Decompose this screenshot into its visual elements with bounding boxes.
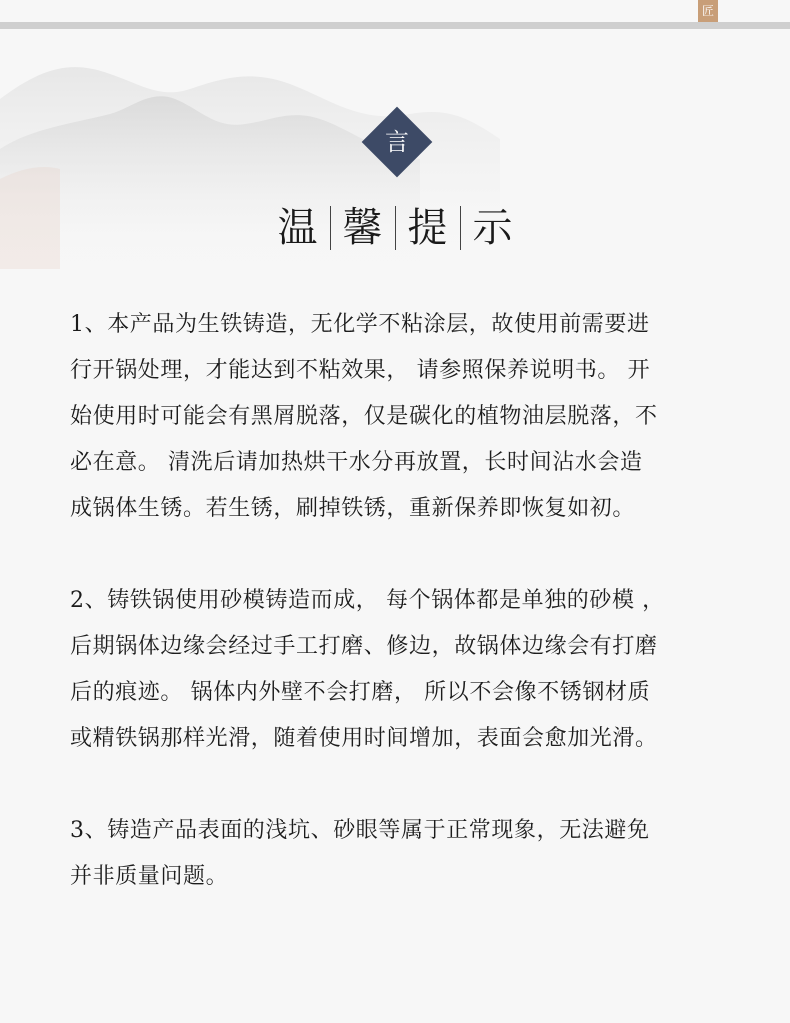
- paragraph-line: 成锅体生锈。若生锈，刷掉铁锈，重新保养即恢复如初。: [70, 496, 636, 521]
- title-char-4: 示: [472, 205, 513, 251]
- paragraph-line: 后的痕迹。 锅体内外壁不会打磨， 所以不会像不锈钢材质: [70, 680, 651, 705]
- badge-char: 言: [385, 128, 409, 156]
- top-bar: [0, 22, 790, 29]
- paragraph-line: 并非质量问题。: [70, 864, 229, 889]
- notice-paragraph-3: [70, 808, 736, 900]
- paragraph-line: 后期锅体边缘会经过手工打磨、修边，故锅体边缘会有打磨: [70, 634, 658, 659]
- paragraph-line: 3、铸造产品表面的浅坑、砂眼等属于正常现象，无法避免: [70, 818, 650, 843]
- title-char-1: 温: [277, 205, 318, 251]
- paragraph-line: 必在意。 清洗后请加热烘干水分再放置，长时间沾水会造: [70, 450, 643, 475]
- stamp-icon: 匠: [698, 0, 718, 22]
- notice-paragraph-1: [70, 302, 736, 532]
- notice-paragraph-2: [70, 578, 736, 762]
- paragraph-line: 或精铁锅那样光滑，随着使用时间增加，表面会愈加光滑。: [70, 726, 658, 751]
- title-char-3: 提: [407, 205, 448, 251]
- notice-content: [70, 302, 736, 946]
- paragraph-line: 行开锅处理，才能达到不粘效果， 请参照保养说明书。 开: [70, 358, 651, 383]
- paragraph-line: 1、本产品为生铁铸造，无化学不粘涂层，故使用前需要进: [70, 312, 650, 337]
- paragraph-line: 2、铸铁锅使用砂模铸造而成， 每个锅体都是单独的砂模 ，: [70, 588, 665, 613]
- badge-diamond: [359, 104, 435, 180]
- page-title: [0, 198, 790, 258]
- paragraph-line: 始使用时可能会有黑屑脱落，仅是碳化的植物油层脱落，不: [70, 404, 658, 429]
- title-char-2: 馨: [342, 205, 383, 251]
